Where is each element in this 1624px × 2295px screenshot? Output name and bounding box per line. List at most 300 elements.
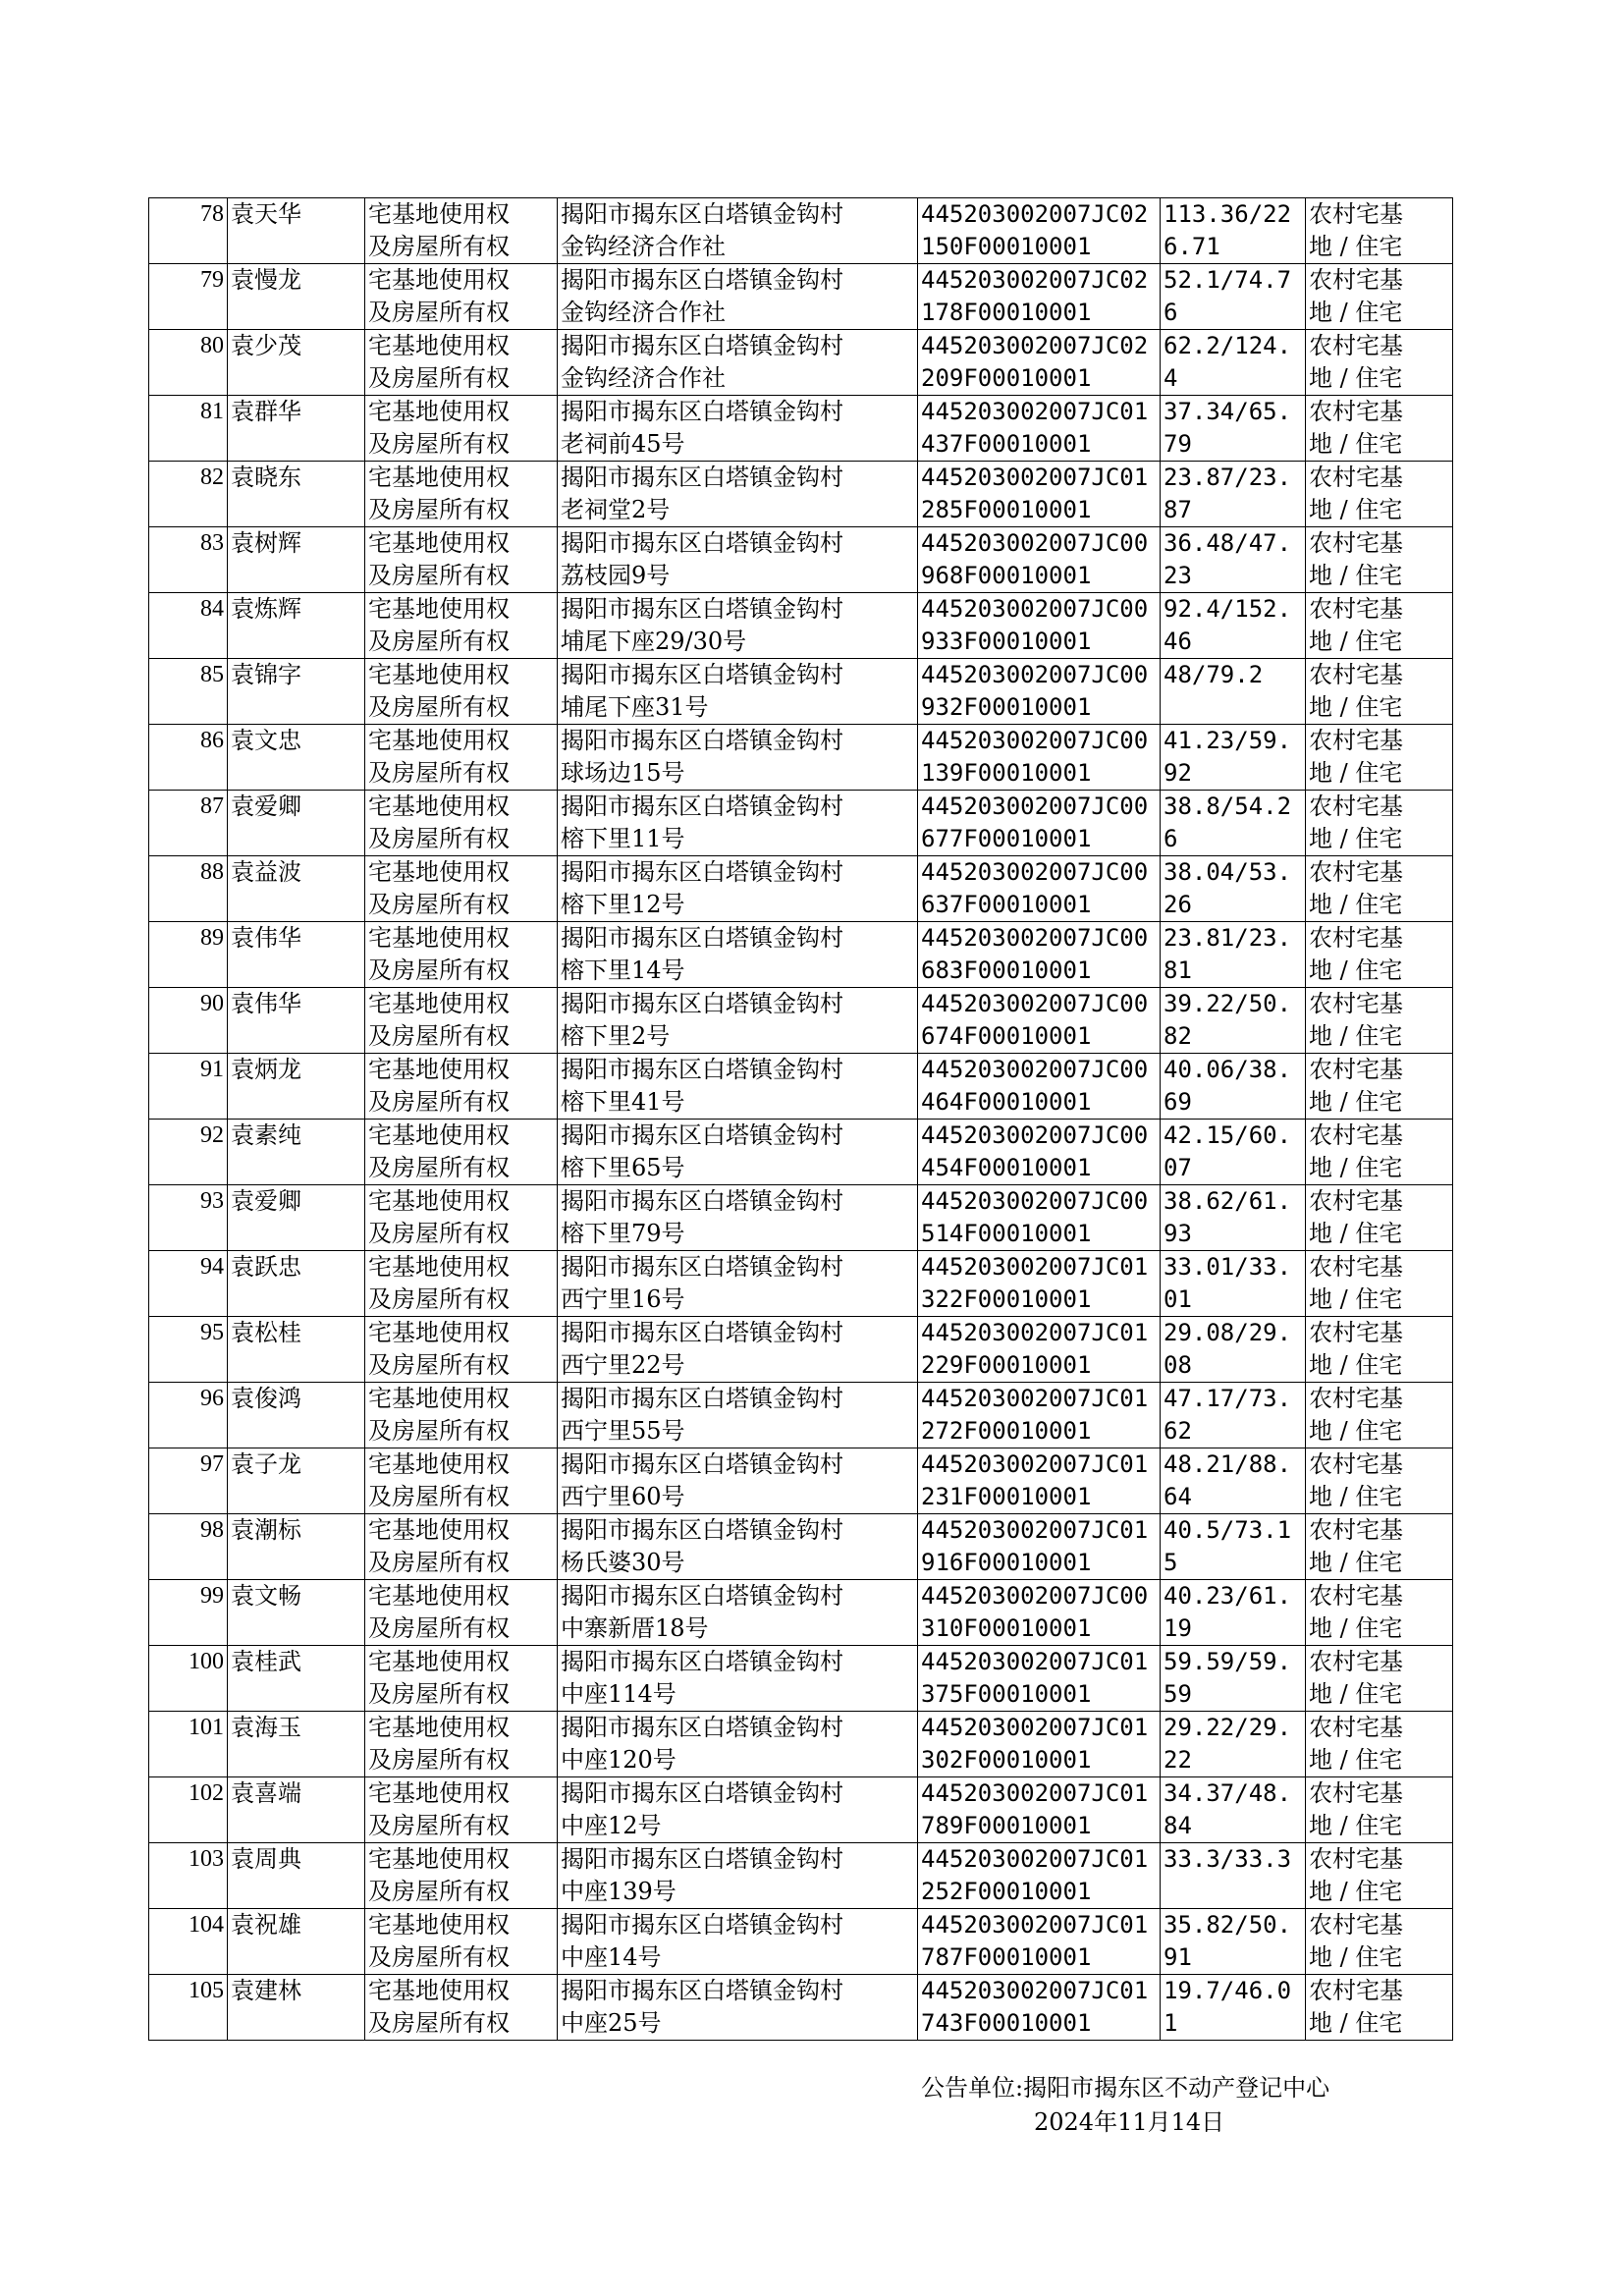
table-row — [149, 1843, 1453, 1909]
area-value-cell — [1161, 1646, 1306, 1712]
right-type-line: 及房屋所有权 — [368, 430, 510, 458]
area-value-line: 26 — [1164, 891, 1192, 918]
property-address-cell — [558, 1975, 918, 2041]
property-address-line: 榕下里2号 — [561, 1022, 671, 1050]
right-type-line: 及房屋所有权 — [368, 1614, 510, 1642]
land-use-cell — [1306, 1975, 1453, 2041]
right-type-cell — [365, 988, 558, 1054]
area-value-line: 64 — [1164, 1483, 1192, 1510]
property-address-line: 揭阳市揭东区白塔镇金钩村 — [561, 1253, 843, 1281]
property-address-line: 球场边15号 — [561, 759, 685, 787]
unit-number-line: 445203002007JC00 — [921, 924, 1149, 952]
row-number-cell: 102 — [149, 1777, 228, 1843]
area-value-line: 59.59/59. — [1164, 1648, 1292, 1675]
right-type-cell — [365, 1317, 558, 1383]
area-value-line: 46 — [1164, 628, 1192, 655]
property-address-line: 金钩经济合作社 — [561, 299, 726, 326]
table-row — [149, 1383, 1453, 1448]
area-value-line: 19.7/46.0 — [1164, 1977, 1292, 2004]
area-value-line: 48/79.2 — [1164, 661, 1264, 688]
land-use-cell — [1306, 1383, 1453, 1448]
land-use-line: 地 / 住宅 — [1309, 1022, 1403, 1050]
property-address-line: 揭阳市揭东区白塔镇金钩村 — [561, 1385, 843, 1412]
right-type-cell — [365, 593, 558, 659]
property-address-cell — [558, 1120, 918, 1185]
unit-number-line: 445203002007JC01 — [921, 1253, 1149, 1281]
right-type-line: 及房屋所有权 — [368, 233, 510, 260]
area-value-line: 37.34/65. — [1164, 398, 1292, 425]
right-type-line: 宅基地使用权 — [368, 1648, 510, 1675]
table-row — [149, 1777, 1453, 1843]
unit-number-cell — [918, 659, 1161, 725]
owner-name-cell: 袁少茂 — [228, 330, 365, 396]
right-type-line: 宅基地使用权 — [368, 200, 510, 228]
property-address-line: 揭阳市揭东区白塔镇金钩村 — [561, 1911, 843, 1939]
area-value-line: 79 — [1164, 430, 1192, 458]
unit-number-cell — [918, 1120, 1161, 1185]
area-value-line: 62 — [1164, 1417, 1192, 1445]
row-number-cell: 104 — [149, 1909, 228, 1975]
right-type-cell — [365, 1843, 558, 1909]
unit-number-line: 445203002007JC00 — [921, 661, 1149, 688]
unit-number-line: 229F00010001 — [921, 1351, 1092, 1379]
area-value-line: 52.1/74.7 — [1164, 266, 1292, 294]
table-row — [149, 725, 1453, 791]
owner-name-cell: 袁伟华 — [228, 988, 365, 1054]
right-type-line: 及房屋所有权 — [368, 825, 510, 852]
land-use-cell — [1306, 396, 1453, 462]
land-use-line: 地 / 住宅 — [1309, 1351, 1403, 1379]
land-use-cell — [1306, 725, 1453, 791]
land-use-line: 地 / 住宅 — [1309, 1285, 1403, 1313]
property-address-line: 揭阳市揭东区白塔镇金钩村 — [561, 529, 843, 557]
right-type-line: 宅基地使用权 — [368, 332, 510, 359]
area-value-line: 08 — [1164, 1351, 1192, 1379]
property-address-line: 西宁里55号 — [561, 1417, 685, 1445]
owner-name-cell: 袁炳龙 — [228, 1054, 365, 1120]
right-type-line: 宅基地使用权 — [368, 1450, 510, 1478]
right-type-line: 及房屋所有权 — [368, 628, 510, 655]
property-address-cell — [558, 1580, 918, 1646]
row-number-cell: 90 — [149, 988, 228, 1054]
owner-name-cell: 袁周典 — [228, 1843, 365, 1909]
property-address-line: 揭阳市揭东区白塔镇金钩村 — [561, 1450, 843, 1478]
right-type-line: 及房屋所有权 — [368, 562, 510, 589]
property-address-cell — [558, 1448, 918, 1514]
right-type-line: 及房屋所有权 — [368, 1549, 510, 1576]
property-address-line: 揭阳市揭东区白塔镇金钩村 — [561, 266, 843, 294]
owner-name-cell: 袁松桂 — [228, 1317, 365, 1383]
table-row — [149, 1646, 1453, 1712]
land-use-cell — [1306, 856, 1453, 922]
unit-number-cell — [918, 1383, 1161, 1448]
land-use-cell — [1306, 264, 1453, 330]
land-use-cell — [1306, 462, 1453, 527]
right-type-line: 及房屋所有权 — [368, 1878, 510, 1905]
right-type-line: 宅基地使用权 — [368, 1977, 510, 2004]
table-row — [149, 330, 1453, 396]
land-use-cell — [1306, 1514, 1453, 1580]
property-address-cell — [558, 1909, 918, 1975]
unit-number-cell — [918, 922, 1161, 988]
area-value-cell — [1161, 922, 1306, 988]
right-type-line: 宅基地使用权 — [368, 1319, 510, 1346]
table-row — [149, 462, 1453, 527]
area-value-line: 5 — [1164, 1549, 1178, 1576]
land-use-line: 农村宅基 — [1309, 792, 1403, 820]
table-row — [149, 1909, 1453, 1975]
registration-table — [148, 197, 1453, 2041]
land-use-cell — [1306, 330, 1453, 396]
property-address-cell — [558, 1054, 918, 1120]
right-type-cell — [365, 1909, 558, 1975]
unit-number-line: 916F00010001 — [921, 1549, 1092, 1576]
land-use-line: 农村宅基 — [1309, 1516, 1403, 1544]
unit-number-line: 445203002007JC00 — [921, 595, 1149, 623]
row-number-cell: 80 — [149, 330, 228, 396]
right-type-cell — [365, 1120, 558, 1185]
area-value-cell — [1161, 1054, 1306, 1120]
unit-number-cell — [918, 1185, 1161, 1251]
area-value-line: 38.04/53. — [1164, 858, 1292, 886]
area-value-cell — [1161, 856, 1306, 922]
unit-number-line: 445203002007JC00 — [921, 529, 1149, 557]
land-use-line: 农村宅基 — [1309, 990, 1403, 1017]
unit-number-line: 445203002007JC00 — [921, 990, 1149, 1017]
property-address-line: 揭阳市揭东区白塔镇金钩村 — [561, 464, 843, 491]
land-use-line: 农村宅基 — [1309, 924, 1403, 952]
property-address-cell — [558, 791, 918, 856]
property-address-cell — [558, 1185, 918, 1251]
unit-number-cell — [918, 527, 1161, 593]
land-use-cell — [1306, 1317, 1453, 1383]
area-value-line: 38.8/54.2 — [1164, 792, 1292, 820]
right-type-line: 及房屋所有权 — [368, 956, 510, 984]
right-type-line: 宅基地使用权 — [368, 1253, 510, 1281]
property-address-line: 揭阳市揭东区白塔镇金钩村 — [561, 1319, 843, 1346]
right-type-line: 宅基地使用权 — [368, 1385, 510, 1412]
property-address-line: 榕下里65号 — [561, 1154, 685, 1181]
area-value-line: 38.62/61. — [1164, 1187, 1292, 1215]
area-value-line: 40.23/61. — [1164, 1582, 1292, 1610]
row-number-cell: 78 — [149, 198, 228, 264]
table-row — [149, 791, 1453, 856]
land-use-line: 农村宅基 — [1309, 661, 1403, 688]
table-row — [149, 396, 1453, 462]
unit-number-line: 932F00010001 — [921, 693, 1092, 721]
area-value-cell — [1161, 988, 1306, 1054]
right-type-cell — [365, 791, 558, 856]
unit-number-cell — [918, 725, 1161, 791]
right-type-cell — [365, 725, 558, 791]
land-use-line: 地 / 住宅 — [1309, 2009, 1403, 2037]
land-use-line: 地 / 住宅 — [1309, 825, 1403, 852]
owner-name-cell: 袁桂武 — [228, 1646, 365, 1712]
land-use-cell — [1306, 1777, 1453, 1843]
land-use-line: 地 / 住宅 — [1309, 233, 1403, 260]
right-type-cell — [365, 1448, 558, 1514]
unit-number-line: 178F00010001 — [921, 299, 1092, 326]
land-use-line: 农村宅基 — [1309, 1319, 1403, 1346]
land-use-line: 农村宅基 — [1309, 727, 1403, 754]
unit-number-cell — [918, 198, 1161, 264]
unit-number-line: 933F00010001 — [921, 628, 1092, 655]
land-use-line: 农村宅基 — [1309, 332, 1403, 359]
land-use-line: 地 / 住宅 — [1309, 430, 1403, 458]
land-use-line: 地 / 住宅 — [1309, 1483, 1403, 1510]
land-use-line: 地 / 住宅 — [1309, 562, 1403, 589]
right-type-cell — [365, 1383, 558, 1448]
area-value-line: 23.81/23. — [1164, 924, 1292, 952]
property-address-line: 荔枝园9号 — [561, 562, 671, 589]
property-address-cell — [558, 264, 918, 330]
property-address-line: 揭阳市揭东区白塔镇金钩村 — [561, 1648, 843, 1675]
area-value-cell — [1161, 791, 1306, 856]
land-use-line: 农村宅基 — [1309, 1385, 1403, 1412]
right-type-line: 及房屋所有权 — [368, 891, 510, 918]
unit-number-cell — [918, 988, 1161, 1054]
unit-number-cell — [918, 791, 1161, 856]
unit-number-cell — [918, 1777, 1161, 1843]
land-use-line: 地 / 住宅 — [1309, 891, 1403, 918]
row-number-cell: 98 — [149, 1514, 228, 1580]
unit-number-line: 445203002007JC02 — [921, 200, 1149, 228]
land-use-cell — [1306, 1909, 1453, 1975]
unit-number-cell — [918, 1448, 1161, 1514]
property-address-line: 中座114号 — [561, 1680, 677, 1708]
right-type-line: 及房屋所有权 — [368, 1417, 510, 1445]
area-value-line: 29.08/29. — [1164, 1319, 1292, 1346]
right-type-line: 宅基地使用权 — [368, 398, 510, 425]
property-address-line: 揭阳市揭东区白塔镇金钩村 — [561, 398, 843, 425]
property-address-line: 榕下里12号 — [561, 891, 685, 918]
table-row — [149, 527, 1453, 593]
land-use-cell — [1306, 1843, 1453, 1909]
property-address-line: 中座12号 — [561, 1812, 662, 1839]
table-row — [149, 1514, 1453, 1580]
property-address-line: 揭阳市揭东区白塔镇金钩村 — [561, 1714, 843, 1741]
right-type-cell — [365, 527, 558, 593]
area-value-line: 91 — [1164, 1943, 1192, 1971]
land-use-line: 农村宅基 — [1309, 1582, 1403, 1610]
unit-number-line: 445203002007JC00 — [921, 792, 1149, 820]
property-address-line: 揭阳市揭东区白塔镇金钩村 — [561, 1187, 843, 1215]
right-type-cell — [365, 1054, 558, 1120]
land-use-cell — [1306, 922, 1453, 988]
area-value-cell — [1161, 1317, 1306, 1383]
unit-number-line: 683F00010001 — [921, 956, 1092, 984]
land-use-line: 农村宅基 — [1309, 1648, 1403, 1675]
land-use-line: 农村宅基 — [1309, 1450, 1403, 1478]
area-value-cell — [1161, 1580, 1306, 1646]
right-type-line: 及房屋所有权 — [368, 759, 510, 787]
row-number-cell: 82 — [149, 462, 228, 527]
property-address-cell — [558, 856, 918, 922]
area-value-line: 23 — [1164, 562, 1192, 589]
property-address-cell — [558, 1317, 918, 1383]
area-value-line: 42.15/60. — [1164, 1121, 1292, 1149]
right-type-cell — [365, 1185, 558, 1251]
unit-number-line: 209F00010001 — [921, 364, 1092, 392]
property-address-line: 杨氏婆30号 — [561, 1549, 685, 1576]
unit-number-line: 445203002007JC00 — [921, 1121, 1149, 1149]
land-use-cell — [1306, 659, 1453, 725]
row-number-cell: 83 — [149, 527, 228, 593]
right-type-line: 及房屋所有权 — [368, 1943, 510, 1971]
right-type-line: 宅基地使用权 — [368, 924, 510, 952]
area-value-line: 87 — [1164, 496, 1192, 523]
unit-number-line: 445203002007JC01 — [921, 1319, 1149, 1346]
owner-name-cell: 袁跃忠 — [228, 1251, 365, 1317]
unit-number-line: 252F00010001 — [921, 1878, 1092, 1905]
unit-number-line: 454F00010001 — [921, 1154, 1092, 1181]
owner-name-cell: 袁文畅 — [228, 1580, 365, 1646]
property-address-line: 揭阳市揭东区白塔镇金钩村 — [561, 1977, 843, 2004]
right-type-cell — [365, 1580, 558, 1646]
land-use-line: 地 / 住宅 — [1309, 364, 1403, 392]
unit-number-line: 445203002007JC01 — [921, 1516, 1149, 1544]
right-type-cell — [365, 659, 558, 725]
land-use-line: 农村宅基 — [1309, 1779, 1403, 1807]
table-row — [149, 1120, 1453, 1185]
property-address-cell — [558, 1712, 918, 1777]
table-row — [149, 198, 1453, 264]
right-type-line: 宅基地使用权 — [368, 1056, 510, 1083]
land-use-cell — [1306, 791, 1453, 856]
area-value-line: 40.06/38. — [1164, 1056, 1292, 1083]
right-type-line: 宅基地使用权 — [368, 464, 510, 491]
unit-number-line: 445203002007JC01 — [921, 1714, 1149, 1741]
owner-name-cell: 袁潮标 — [228, 1514, 365, 1580]
unit-number-cell — [918, 1909, 1161, 1975]
property-address-cell — [558, 593, 918, 659]
owner-name-cell: 袁子龙 — [228, 1448, 365, 1514]
unit-number-line: 445203002007JC01 — [921, 1779, 1149, 1807]
unit-number-line: 445203002007JC01 — [921, 398, 1149, 425]
row-number-cell: 84 — [149, 593, 228, 659]
property-address-line: 揭阳市揭东区白塔镇金钩村 — [561, 1121, 843, 1149]
unit-number-line: 445203002007JC02 — [921, 266, 1149, 294]
right-type-line: 宅基地使用权 — [368, 661, 510, 688]
row-number-cell: 87 — [149, 791, 228, 856]
right-type-line: 宅基地使用权 — [368, 1911, 510, 1939]
owner-name-cell: 袁爱卿 — [228, 1185, 365, 1251]
unit-number-cell — [918, 1580, 1161, 1646]
property-address-line: 金钩经济合作社 — [561, 233, 726, 260]
right-type-line: 宅基地使用权 — [368, 727, 510, 754]
row-number-cell: 92 — [149, 1120, 228, 1185]
owner-name-cell: 袁天华 — [228, 198, 365, 264]
area-value-cell — [1161, 1120, 1306, 1185]
right-type-line: 及房屋所有权 — [368, 364, 510, 392]
area-value-cell — [1161, 1251, 1306, 1317]
area-value-cell — [1161, 1383, 1306, 1448]
right-type-line: 及房屋所有权 — [368, 1022, 510, 1050]
right-type-line: 及房屋所有权 — [368, 1483, 510, 1510]
unit-number-line: 445203002007JC01 — [921, 1845, 1149, 1873]
land-use-line: 地 / 住宅 — [1309, 1154, 1403, 1181]
unit-number-line: 445203002007JC02 — [921, 332, 1149, 359]
area-value-cell — [1161, 1712, 1306, 1777]
unit-number-line: 375F00010001 — [921, 1680, 1092, 1708]
property-address-line: 埔尾下座31号 — [561, 693, 709, 721]
property-address-cell — [558, 1777, 918, 1843]
table-row — [149, 988, 1453, 1054]
right-type-line: 宅基地使用权 — [368, 990, 510, 1017]
property-address-line: 中座14号 — [561, 1943, 662, 1971]
area-value-line: 29.22/29. — [1164, 1714, 1292, 1741]
unit-number-cell — [918, 396, 1161, 462]
unit-number-line: 310F00010001 — [921, 1614, 1092, 1642]
table-row — [149, 1054, 1453, 1120]
area-value-line: 48.21/88. — [1164, 1450, 1292, 1478]
land-use-cell — [1306, 527, 1453, 593]
land-use-line: 地 / 住宅 — [1309, 1417, 1403, 1445]
property-address-line: 榕下里41号 — [561, 1088, 685, 1116]
land-use-line: 地 / 住宅 — [1309, 1220, 1403, 1247]
land-use-cell — [1306, 1712, 1453, 1777]
area-value-line: 84 — [1164, 1812, 1192, 1839]
area-value-cell — [1161, 264, 1306, 330]
land-use-cell — [1306, 1580, 1453, 1646]
area-value-line: 35.82/50. — [1164, 1911, 1292, 1939]
property-address-line: 揭阳市揭东区白塔镇金钩村 — [561, 200, 843, 228]
unit-number-line: 437F00010001 — [921, 430, 1092, 458]
area-value-cell — [1161, 1777, 1306, 1843]
area-value-cell — [1161, 1448, 1306, 1514]
row-number-cell: 95 — [149, 1317, 228, 1383]
table-row — [149, 659, 1453, 725]
property-address-line: 揭阳市揭东区白塔镇金钩村 — [561, 990, 843, 1017]
property-address-cell — [558, 462, 918, 527]
property-address-line: 榕下里79号 — [561, 1220, 685, 1247]
land-use-line: 农村宅基 — [1309, 1714, 1403, 1741]
land-use-cell — [1306, 1054, 1453, 1120]
table-row — [149, 264, 1453, 330]
area-value-line: 4 — [1164, 364, 1178, 392]
area-value-line: 6 — [1164, 825, 1178, 852]
right-type-cell — [365, 922, 558, 988]
right-type-cell — [365, 856, 558, 922]
area-value-cell — [1161, 330, 1306, 396]
table-row — [149, 1251, 1453, 1317]
unit-number-line: 677F00010001 — [921, 825, 1092, 852]
unit-number-cell — [918, 1251, 1161, 1317]
property-address-line: 西宁里22号 — [561, 1351, 685, 1379]
area-value-line: 41.23/59. — [1164, 727, 1292, 754]
owner-name-cell: 袁海玉 — [228, 1712, 365, 1777]
land-use-cell — [1306, 1185, 1453, 1251]
property-address-line: 揭阳市揭东区白塔镇金钩村 — [561, 661, 843, 688]
land-use-cell — [1306, 988, 1453, 1054]
right-type-cell — [365, 1975, 558, 2041]
property-address-line: 揭阳市揭东区白塔镇金钩村 — [561, 1582, 843, 1610]
area-value-cell — [1161, 1843, 1306, 1909]
area-value-line: 01 — [1164, 1285, 1192, 1313]
land-use-line: 农村宅基 — [1309, 464, 1403, 491]
area-value-line: 39.22/50. — [1164, 990, 1292, 1017]
property-address-line: 西宁里16号 — [561, 1285, 685, 1313]
row-number-cell: 103 — [149, 1843, 228, 1909]
row-number-cell: 96 — [149, 1383, 228, 1448]
unit-number-line: 302F00010001 — [921, 1746, 1092, 1774]
unit-number-line: 445203002007JC01 — [921, 1450, 1149, 1478]
right-type-cell — [365, 1646, 558, 1712]
area-value-line: 22 — [1164, 1746, 1192, 1774]
land-use-line: 地 / 住宅 — [1309, 1812, 1403, 1839]
right-type-line: 宅基地使用权 — [368, 1187, 510, 1215]
area-value-line: 6 — [1164, 299, 1178, 326]
